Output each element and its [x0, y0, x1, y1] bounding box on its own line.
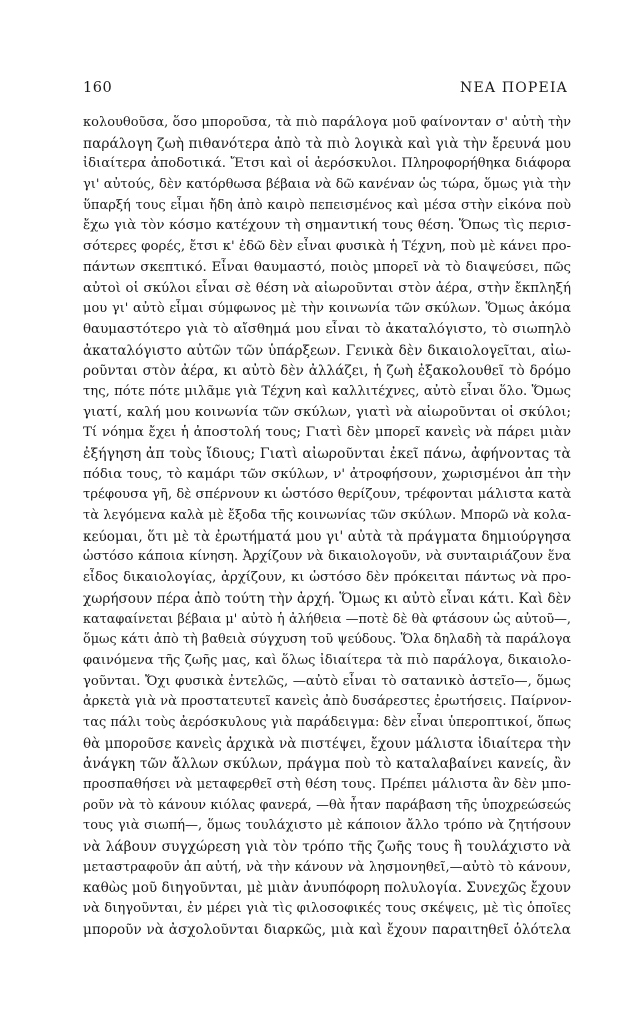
text-line: ἔχω γιὰ τὸν κόσμο κατέχουν τὴ σημαντική τους θέση. Ὅπως τὶς περισ-: [83, 218, 571, 234]
page-header: [83, 80, 568, 100]
text-line: μου γι' αὐτὸ εἶμαι σύμφωνος μὲ τὴν κοινωνία τῶν σκύλων. Ὅμως ἀκόμα: [83, 301, 571, 317]
text-line: ὅμως κάτι ἀπὸ τὴ βαθειὰ σύγχυση τοῦ ψεύδους. Ὅλα δηλαδὴ τὰ παράλογα: [83, 632, 571, 648]
text-line: γοῦνται. Ὄχι φυσικὰ ἐντελῶς, —αὐτὸ εἶναι τὸ σατανικὸ ἀστεῖο—, ὅμως: [83, 673, 571, 689]
text-line: παράλογη ζωὴ πιθανότερα ἀπὸ τὰ πιὸ λογικὰ καὶ γιὰ τὴν ἔρευνά μου: [83, 135, 571, 152]
text-line: μποροῦν νὰ ἀσχολοῦνται διαρκῶς, μιὰ καὶ ἔχουν παραιτηθεῖ ὁλότελα: [83, 921, 571, 938]
text-line: σότερες φορές, ἔτσι κ' ἐδῶ δὲν εἶναι φυσικὰ ἡ Τέχνη, ποὺ μὲ κάνει προ-: [83, 239, 571, 255]
text-line: ροῦνται στὸν ἀέρα, κι αὐτὸ δὲν ἀλλάζει, ἡ ζωὴ ἐξακολουθεῖ τὸ δρόμο: [83, 363, 571, 380]
text-line: ἐξήγηση ἀπ τοὺς ἴδιους; Γιατὶ αἰωροῦνται ἐκεῖ πάνω, ἀφήνοντας τὰ: [83, 446, 571, 462]
text-line: της, πότε πότε μιλᾶμε γιὰ Τέχνη καὶ καλλιτέχνες, αὐτὸ εἶναι ὅλο. Ὅμως: [83, 383, 571, 399]
text-line: θαυμαστότερο γιὰ τὸ αἴσθημά μου εἶναι τὸ ἀκαταλόγιστο, τὸ σιωπηλὸ: [83, 321, 571, 337]
text-line: ὕπαρξή τους εἶμαι ἤδη ἀπὸ καιρὸ πεπεισμένος καὶ μέσα στὴν εἰκόνα ποὺ: [83, 197, 571, 213]
text-line: εἶδος δικαιολογίας, ἀρχίζουν, κι ὡστόσο δὲν πρόκειται πάντως νὰ προ-: [83, 570, 571, 586]
text-line: νὰ διηγοῦνται, ἐν μέρει γιὰ τὶς φιλοσοφικές τους σκέψεις, μὲ τὶς ὁποῖες: [83, 901, 571, 917]
text-line: αὐτοὶ οἱ σκύλοι εἶναι σὲ θέση νὰ αἰωροῦνται στὸν ἀέρα, στὴν ἔκπληξή: [83, 280, 571, 296]
text-line: τους γιὰ σιωπή—, ὅμως τουλάχιστο μὲ κάποιον ἄλλο τρόπο νὰ ζητήσουν: [83, 818, 571, 834]
page-number: 160: [83, 80, 113, 96]
text-line: γιατί, καλή μου κοινωνία τῶν σκύλων, γιατὶ νὰ αἰωροῦνται οἱ σκύλοι;: [83, 404, 571, 420]
text-line: τας πάλι τοὺς ἀερόσκυλους γιὰ παράδειγμα: δὲν εἶναι ὑπεροπτικοί, ὅπως: [83, 714, 571, 730]
text-line: ἀρκετὰ γιὰ νὰ προστατευτεῖ κανεὶς ἀπὸ δυσάρεστες ἐρωτήσεις. Παίρνον-: [83, 694, 571, 710]
text-line: χωρήσουν πέρα ἀπὸ τούτη τὴν ἀρχή. Ὅμως κι αὐτὸ εἶναι κάτι. Καὶ δὲν: [83, 590, 571, 607]
text-line: καταφαίνεται βέβαια μ' αὐτὸ ἡ ἀλήθεια —ποτὲ δὲ θὰ φτάσουν ὡς αὐτοῦ—,: [83, 611, 571, 627]
body-text: [83, 113, 571, 941]
text-line: θὰ μποροῦσε κανεὶς ἀρχικὰ νὰ πιστέψει, ἔχουν μάλιστα ἰδιαίτερα τὴν: [83, 735, 571, 752]
text-line: ἀνάγκη τῶν ἄλλων σκύλων, πράγμα ποὺ τὸ καταλαβαίνει κανείς, ἂν: [83, 756, 571, 773]
text-line: ἰδιαίτερα ἀποδοτικά. Ἔτσι καὶ οἱ ἀερόσκυλοι. Πληροφορήθηκα διάφορα: [83, 156, 571, 172]
text-line: καθὼς μοῦ διηγοῦνται, μὲ μιὰν ἀνυπόφορη πολυλογία. Συνεχῶς ἔχουν: [83, 880, 571, 897]
text-line: προσπαθήσει νὰ μεταφερθεῖ στὴ θέση τους. Πρέπει μάλιστα ἂν δὲν μπο-: [83, 777, 571, 792]
text-line: ὡστόσο κάποια κίνηση. Ἀρχίζουν νὰ δικαιολογοῦν, νὰ συνταιριάζουν ἕνα: [83, 549, 571, 565]
running-head: ΝΕΑ ΠΟΡΕΙΑ: [460, 80, 568, 96]
text-line: μεταστραφοῦν ἀπ αὐτή, νὰ τὴν κάνουν νὰ λησμονηθεῖ,—αὐτὸ τὸ κάνουν,: [83, 859, 571, 875]
text-line: πάντων σκεπτικό. Εἶναι θαυμαστό, ποιὸς μπορεῖ νὰ τὸ διαψεύσει, πῶς: [83, 259, 571, 275]
text-line: ροῦν νὰ τὸ κάνουν κιόλας φανερά, —θὰ ἦταν παράβαση τῆς ὑποχρεώσεώς: [83, 797, 571, 813]
text-line: ἀκαταλόγιστο αὐτῶν τῶν ὑπάρξεων. Γενικὰ δὲν δικαιολογεῖται, αἰω-: [83, 342, 571, 359]
text-line: γι' αὐτούς, δὲν κατόρθωσα βέβαια νὰ δῶ κανέναν ὡς τώρα, ὅμως γιὰ τὴν: [83, 177, 571, 193]
text-line: τρέφουσα γῆ, δὲ σπέρνουν κι ὡστόσο θερίζουν, τρέφονται μάλιστα κατὰ: [83, 487, 571, 503]
text-line: Τί νόημα ἔχει ἡ ἀποστολή τους; Γιατὶ δὲν μπορεῖ κανεὶς νὰ πάρει μιὰν: [83, 425, 571, 441]
text-line: κεύομαι, ὅτι μὲ τὰ ἐρωτήματά μου γι' αὐτὰ τὰ πράγματα δημιούργησα: [83, 528, 571, 545]
text-line: φαινόμενα τῆς ζωῆς μας, καὶ ὅλως ἰδιαίτερα τὰ πιὸ παράλογα, δικαιολο-: [83, 652, 571, 668]
text-line: κολουθοῦσα, ὅσο μποροῦσα, τὰ πιὸ παράλογα μοῦ φαίνονταν σ' αὐτὴ τὴν: [83, 115, 571, 130]
text-line: νὰ λάβουν συγχώρεση γιὰ τὸν τρόπο τῆς ζωῆς τους ἢ τουλάχιστο νὰ: [83, 839, 571, 856]
text-line: πόδια τους, τὸ καμάρι τῶν σκύλων, ν' ἀτροφήσουν, χωρισμένοι ἀπ τὴν: [83, 466, 571, 482]
text-line: τὰ λεγόμενα καλὰ μὲ ἔξοδα τῆς κοινωνίας τῶν σκύλων. Μπορῶ νὰ κολα-: [83, 508, 571, 524]
